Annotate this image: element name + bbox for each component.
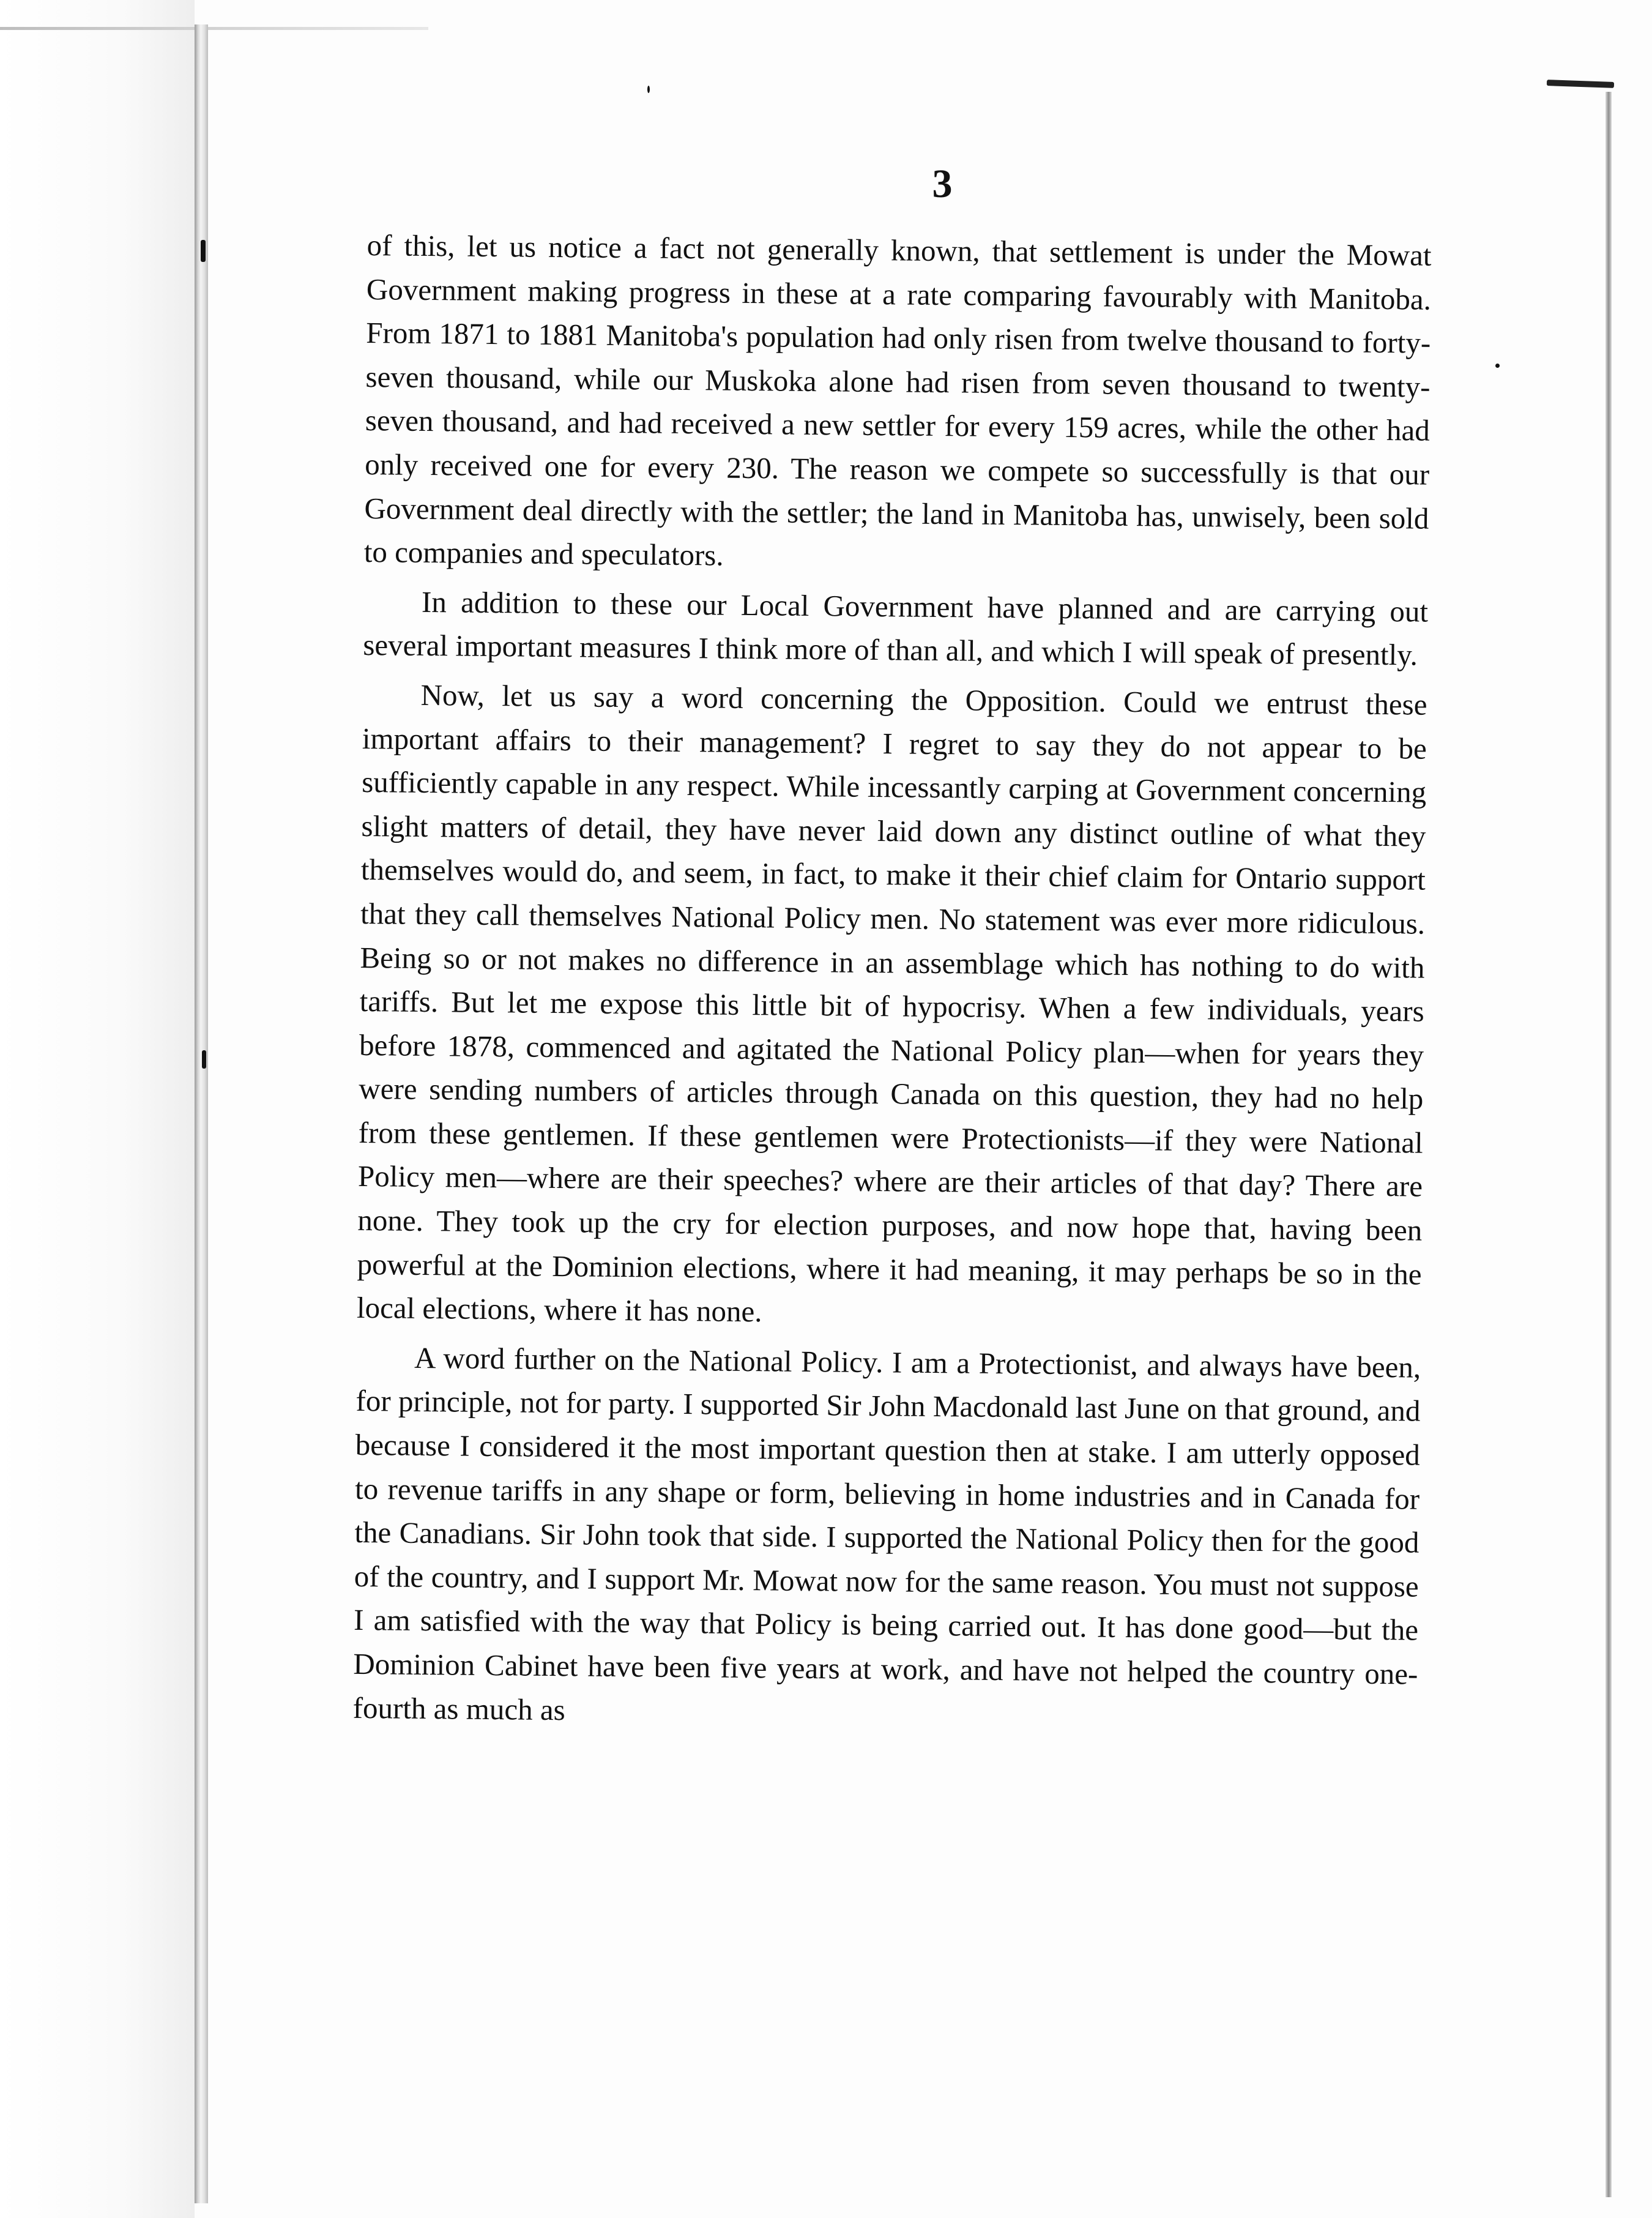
- top-edge-line: [0, 27, 428, 30]
- paragraph: In addition to these our Local Government have planned and are carrying out several important measures I think more of than all, and which I will speak of presently.: [363, 584, 1429, 672]
- body-text: [352, 223, 1432, 1746]
- right-page-edge: [1605, 92, 1612, 2197]
- binding-gutter: [195, 24, 208, 2203]
- facing-page-edge: [0, 0, 195, 2218]
- corner-ink-mark: [1547, 80, 1614, 88]
- ink-speck: [201, 240, 206, 262]
- paragraph: of this, let us notice a fact not generally known, that settlement is under the Mowat Government making progress in these at a rate comparing favourably with Manitoba. From 1871 to 1881 Manitoba's population had only risen from twelve thousand to forty-seven thousand, while our Muskoka alone had risen from seven thousand to twenty-seven thousand, and had received a new settler for every 159 acres, while the other had only received one for every 230. The reason we compete so successfully is that our Government deal directly with the settler; the land in Manitoba has, unwisely, been sold to companies and speculators.: [363, 228, 1432, 572]
- paragraph: Now, let us say a word concerning the Opposition. Could we entrust these important affairs to their management? I regret to say they do not appear to be sufficiently capable in any respect. While incessantly carping at Government concerning slight matters of detail, they have never laid down any distinct outline of what they themselves would do, and seem, in fact, to make it their chief claim for Ontario support that they call themselves National Policy men. No statement was ever more ridiculous. Being so or not makes no difference in an assemblage which has nothing to do with tariffs. But let me expose this little bit of hypocrisy. When a few individuals, years before 1878, commenced and agitated the National Policy plan—when for years they were sending numbers of articles through Canada on this question, they had no help from these gentlemen. If these gentlemen were Protectionists—if they were National Policy men—where are their speeches? where are their articles of that day? There are none. They took up the cry for election purposes, and now hope that, having been powerful at the Dominion elections, where it had meaning, it may perhaps be so in the local elections, where it has none.: [356, 678, 1427, 1329]
- page-number: 3: [932, 162, 953, 206]
- paragraph: A word further on the National Policy. I am a Protectionist, and always have been, for principle, not for party. I supported Sir John Macdonald last June on that ground, and because I considered it the most important question then at stake. I am utterly opposed to revenue tariffs in any shape or form, believing in home industries and in Canada for the Canadians. Sir John took that side. I supported the National Policy then for the good of the country, and I support Mr. Mowat now for the same reason. You must not suppose I am satisfied with the way that Policy is being carried out. It has done good—but the Dominion Cabinet have been five years at work, and have not helped the country one-fourth as much as: [352, 1340, 1421, 1727]
- ink-speck: [1495, 364, 1500, 368]
- ink-speck: [647, 86, 650, 93]
- ink-speck: [202, 1050, 206, 1069]
